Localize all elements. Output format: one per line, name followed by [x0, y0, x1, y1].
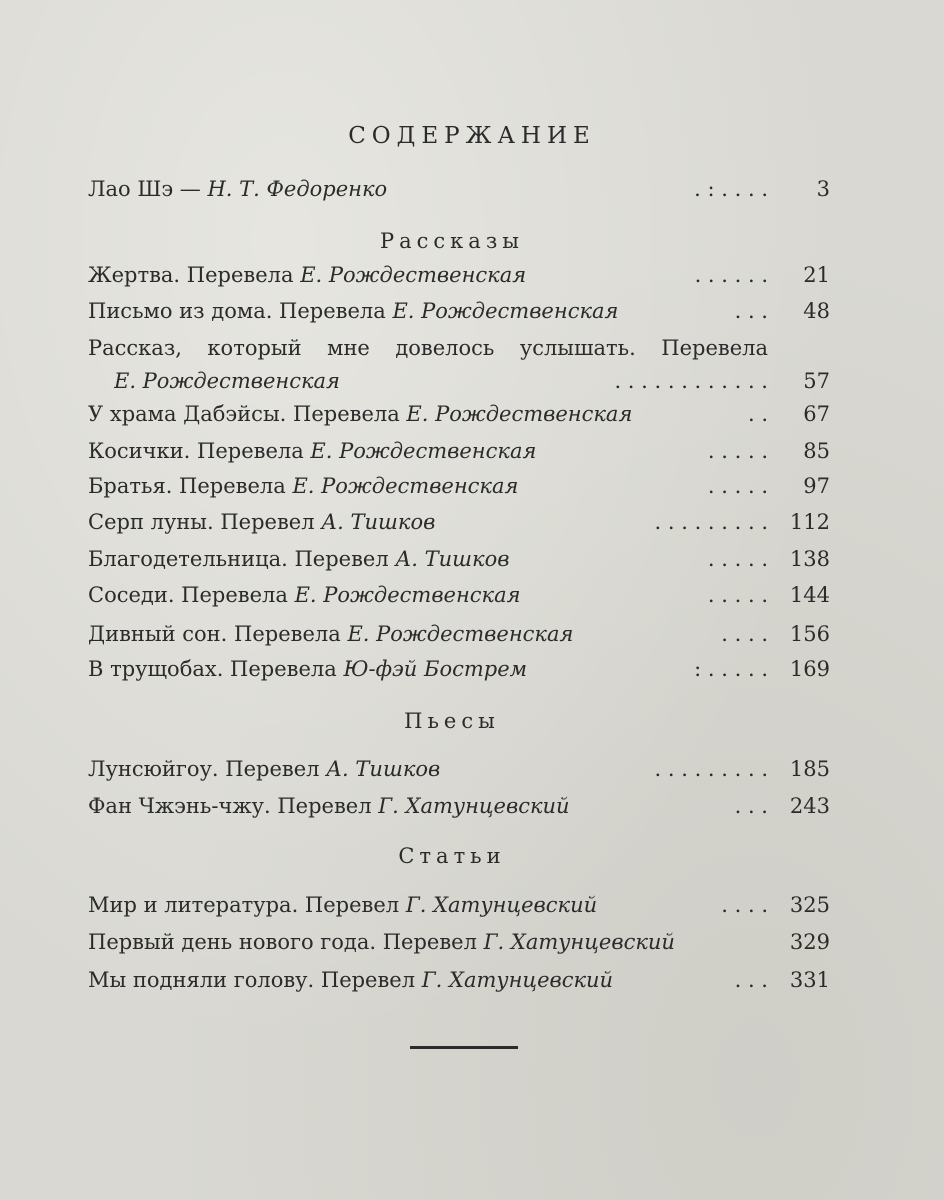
- toc-entry: [88, 888, 830, 922]
- entry-title: Лао Шэ —: [88, 177, 208, 201]
- leader-dots: . . .: [734, 968, 768, 992]
- page-number: 3: [816, 177, 830, 201]
- section-heading-articles: Статьи: [398, 844, 506, 868]
- toc-entry-intro: [88, 172, 830, 206]
- leader-dots: . . . . .: [707, 439, 768, 463]
- entry-translator: А. Тишков: [321, 510, 436, 534]
- leader-dots: . . . . . . . . . . . .: [614, 369, 768, 393]
- toc-entry: [88, 542, 830, 576]
- page-number: 67: [803, 402, 830, 426]
- entry-translator: Е. Рождественская: [347, 622, 574, 646]
- entry-title: Серп луны. Перевел: [88, 510, 322, 534]
- entry-translator: Е. Рождественская: [300, 263, 527, 287]
- entry-translator: Г. Хатунцевский: [405, 893, 598, 917]
- leader-dots: . . . . .: [707, 474, 768, 498]
- section-heading-stories: Рассказы: [380, 229, 524, 253]
- entry-translator: Г. Хатунцевский: [483, 930, 675, 954]
- toc-entry: [88, 652, 830, 686]
- toc-entry: [88, 925, 830, 959]
- entry-title: Мы подняли голову. Перевел: [88, 968, 422, 992]
- end-rule: [410, 1046, 518, 1049]
- page-number: 331: [789, 968, 830, 992]
- leader-dots: . .: [747, 402, 768, 426]
- entry-title: Соседи. Перевела: [88, 583, 295, 607]
- leader-dots: . . . . .: [707, 547, 768, 571]
- leader-dots: . . .: [734, 299, 768, 323]
- entry-translator: А. Тишков: [326, 757, 441, 781]
- entry-translator: Г. Хатунцевский: [421, 968, 614, 992]
- entry-translator: Е. Рождественская: [392, 299, 619, 323]
- entry-translator: Е. Рождественская: [292, 474, 519, 498]
- entry-author: Н. Т. Федоренко: [207, 177, 388, 201]
- page-number: 156: [789, 622, 830, 646]
- toc-entry: [88, 469, 830, 503]
- page-number: 169: [789, 657, 830, 681]
- page-number: 144: [789, 583, 830, 607]
- leader-dots: . . . . . . . . .: [654, 757, 768, 781]
- page-number: 329: [789, 930, 830, 954]
- page-number: 243: [789, 794, 830, 818]
- toc-entry: [88, 963, 830, 997]
- entry-title: Благодетельница. Перевел: [88, 547, 396, 571]
- entry-translator: А. Тишков: [395, 547, 510, 571]
- toc-entry-long-line2: [114, 364, 830, 398]
- entry-title: Косички. Перевела: [88, 439, 311, 463]
- leader-dots: . . . . . .: [694, 263, 768, 287]
- leader-dots: . . . .: [721, 893, 768, 917]
- entry-title: Мир и литература. Перевел: [88, 893, 406, 917]
- toc-entry: [88, 752, 830, 786]
- toc-entry: [88, 434, 830, 468]
- leader-dots: . . .: [734, 794, 768, 818]
- entry-translator: Е. Рождественская: [294, 583, 521, 607]
- entry-title: В трущобах. Перевела: [88, 657, 344, 681]
- entry-title: Фан Чжэнь-чжу. Перевел: [88, 794, 379, 818]
- entry-translator: Е. Рождественская: [310, 439, 537, 463]
- toc-entry: [88, 294, 830, 328]
- leader-dots: . . . . . . . . .: [654, 510, 768, 534]
- toc-entry: [88, 505, 830, 539]
- entry-translator: Е. Рождественская: [114, 369, 340, 393]
- entry-title: Письмо из дома. Перевела: [88, 299, 393, 323]
- leader-dots: . . . .: [721, 622, 768, 646]
- toc-entry: [88, 397, 830, 431]
- entry-title: Лунсюйгоу. Перевел: [88, 757, 327, 781]
- page-number: 325: [789, 893, 830, 917]
- page-number: 97: [803, 474, 830, 498]
- toc-entry: [88, 789, 830, 823]
- leader-dots: : . . . . .: [694, 657, 768, 681]
- page-number: 185: [789, 757, 830, 781]
- leader-dots: . . . . .: [707, 583, 768, 607]
- toc-entry: [88, 617, 830, 651]
- page-number: 48: [803, 299, 830, 323]
- page-number: 57: [803, 369, 830, 393]
- entry-title: Братья. Перевела: [88, 474, 293, 498]
- toc-entry: [88, 578, 830, 612]
- entry-translator: Г. Хатунцевский: [378, 794, 570, 818]
- toc-entry: [88, 258, 830, 292]
- entry-title: Дивный сон. Перевела: [88, 622, 348, 646]
- page-number: 112: [789, 510, 830, 534]
- entry-translator: Е. Рождественская: [406, 402, 633, 426]
- page-number: 85: [803, 439, 830, 463]
- page-title: СОДЕРЖАНИЕ: [348, 123, 596, 149]
- section-heading-plays: Пьесы: [404, 709, 500, 733]
- entry-translator: Ю-фэй Бострем: [343, 657, 528, 681]
- entry-title: Первый день нового года. Перевел: [88, 930, 484, 954]
- page-number: 21: [803, 263, 830, 287]
- entry-title: У храма Дабэйсы. Перевела: [88, 402, 407, 426]
- entry-title: Жертва. Перевела: [88, 263, 301, 287]
- page-number: 138: [789, 547, 830, 571]
- toc-entry-long-line1: Рассказ, который мне довелось услышать. Перевела: [88, 336, 768, 360]
- leader-dots: . : . . . .: [694, 177, 768, 201]
